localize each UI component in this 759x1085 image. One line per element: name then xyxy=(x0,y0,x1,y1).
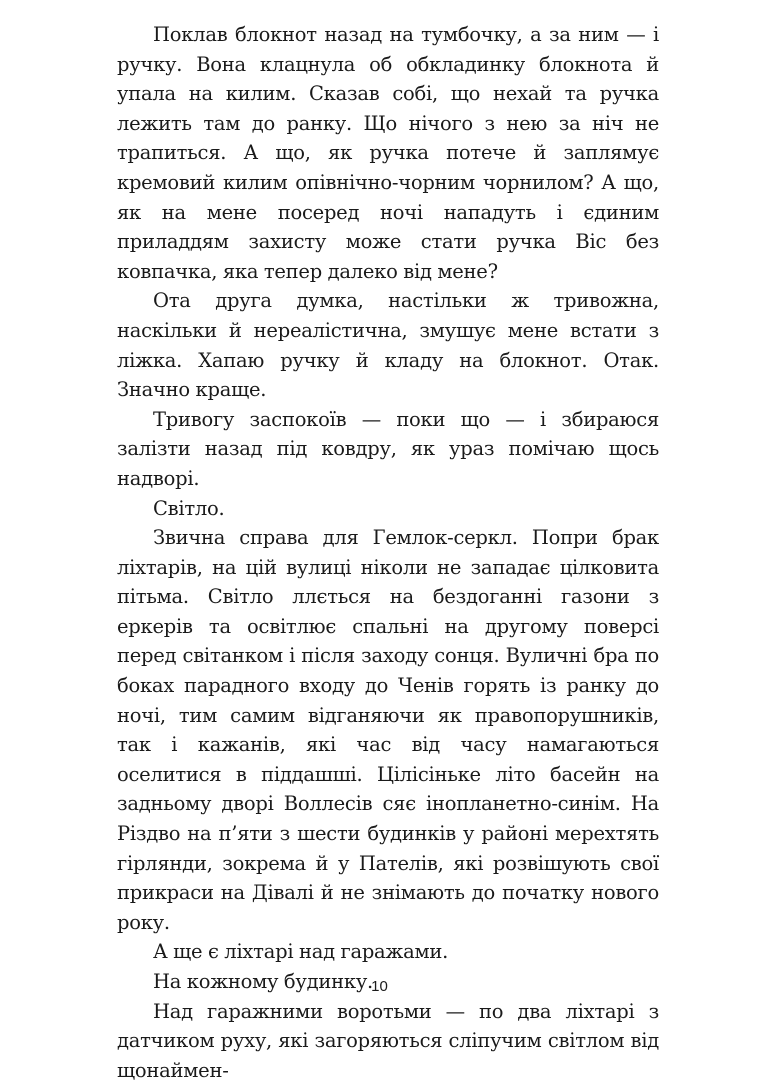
paragraph: Світло. xyxy=(153,496,225,520)
paragraph: Над гаражними воротьми — по два ліхтарі з датчиком руху, які загоряються сліпучим світлом від щонаймен- xyxy=(117,999,659,1082)
paragraph: Тривогу заспокоїв — поки що — і збираюся залізти назад під ковдру, як ураз помічаю щось надворі. xyxy=(117,407,659,490)
paragraph: Ота друга думка, настільки ж тривожна, наскільки й нереалістична, змушує мене встати з ліжка. Хапаю ручку й кладу на блокнот. Отак. Значно краще. xyxy=(117,289,659,402)
page-body xyxy=(117,20,659,1085)
paragraph: Поклав блокнот назад на тумбочку, а за ним — і ручку. Вона клацнула об обкладинку блокнота й упала на килим. Сказав собі, що нехай та ручка лежить там до ранку. Що нічого з нею за ніч не трапиться. А що, як ручка потече й заплямує кремовий килим опівнічно-чорним чорнилом? А що, як на мене посеред ночі нападуть і єдиним приладдям захисту може стати ручка Bic без ковпачка, яка тепер далеко від мене? xyxy=(117,23,659,283)
page-number: 10 xyxy=(371,978,388,995)
paragraph: Звична справа для Гемлок-серкл. Попри брак ліхтарів, на цій вулиці ніколи не западає цілковита пітьма. Світло ллється на бездоганні газони з еркерів та освітлює спальні на другому поверсі перед світанком і після заходу сонця. Вуличні бра по боках парадного входу до Ченів горять із ранку до ночі, тим самим відганяючи як правопорушників, так і кажанів, які час від часу намагаються оселитися в піддашші. Цілісіньке літо басейн на задньому дворі Воллесів сяє інопланетно-синім. На Різдво на п’яти з шести будинків у районі мерехтять гірлянди, зокрема й у Пателів, які розвішують свої прикраси на Дівалі й не знімають до початку нового року. xyxy=(117,526,659,934)
paragraph: На кожному будинку. xyxy=(153,970,373,993)
paragraph: А ще є ліхтарі над гаражами. xyxy=(153,940,449,964)
